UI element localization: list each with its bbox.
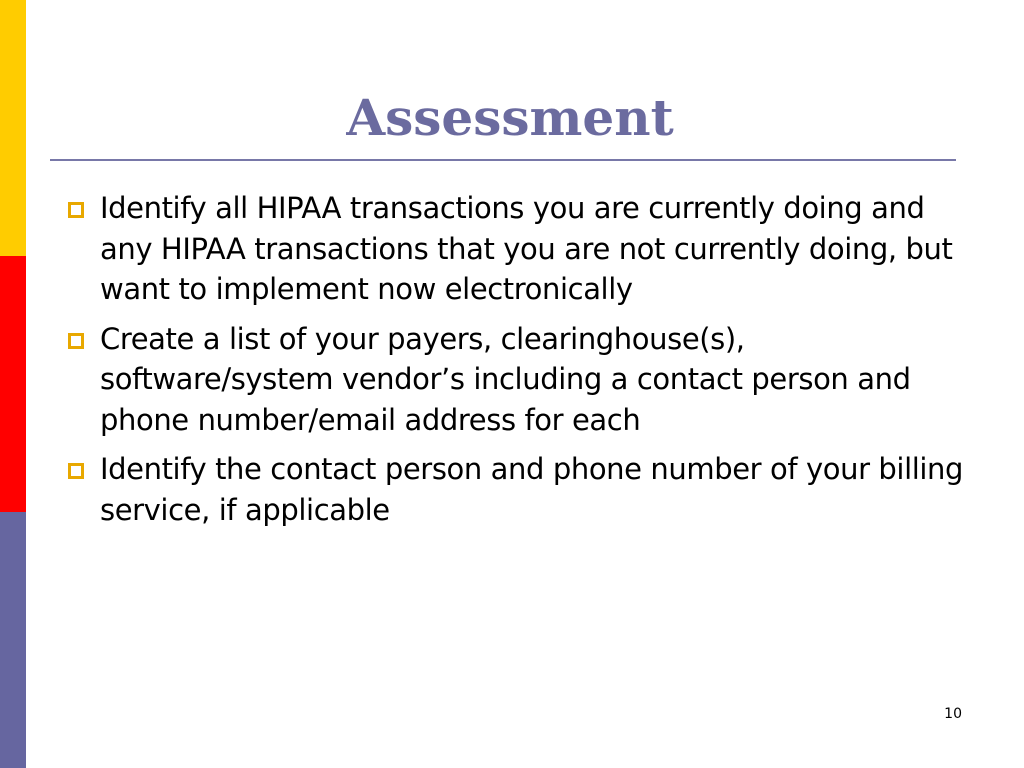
side-bar-blue-segment: [0, 512, 26, 768]
square-bullet-icon: [68, 202, 84, 218]
side-bar-red-segment: [0, 256, 26, 512]
square-bullet-icon: [68, 463, 84, 479]
slide-title: Assessment: [346, 88, 674, 147]
bullet-text: Identify the contact person and phone number of your billing service, if applicable: [100, 452, 964, 527]
bullet-item: [62, 188, 972, 310]
bullet-text: Create a list of your payers, clearinghouse(s), software/system vendor’s including a contact person and phone number/email address for each: [100, 321, 911, 437]
bullet-item: [62, 449, 972, 530]
slide-number: 10: [944, 706, 962, 722]
side-bar-yellow-segment: [0, 0, 26, 256]
side-color-bar: [0, 0, 26, 768]
title-divider: [50, 159, 956, 161]
square-bullet-icon: [68, 333, 84, 349]
bullet-list: [62, 188, 972, 539]
bullet-item: [62, 319, 972, 441]
bullet-text: Identify all HIPAA transactions you are currently doing and any HIPAA transactions that you are not currently doing, but want to implement now electronically: [100, 191, 953, 306]
